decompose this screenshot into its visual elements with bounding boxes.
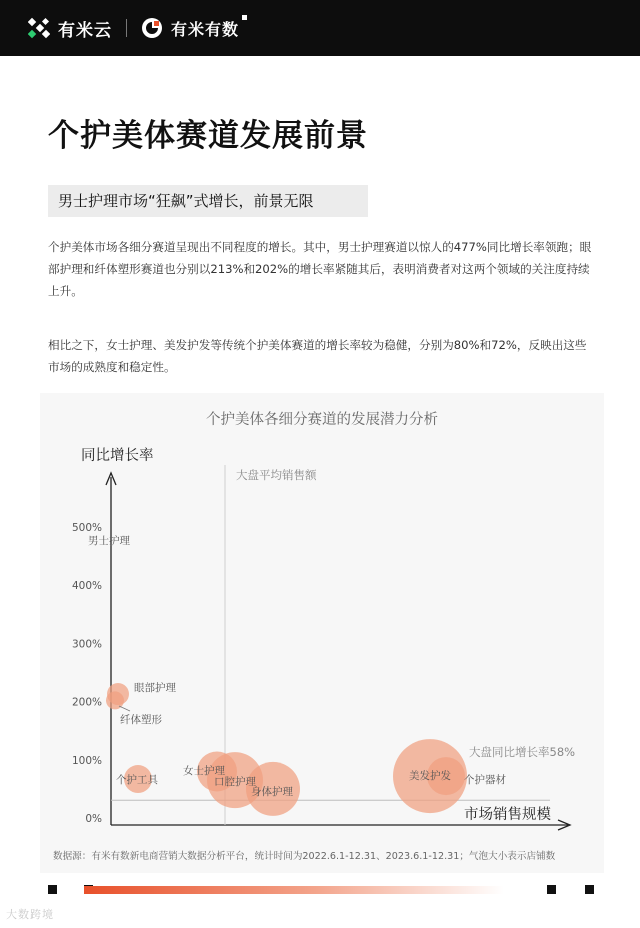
y-tick-4: 400% (71, 580, 102, 593)
label-mens-care: 男士护理 (88, 535, 130, 547)
label-hair-care: 美发护发 (409, 770, 451, 782)
leader-body-shaping (119, 706, 130, 711)
label-eye-care: 眼部护理 (134, 682, 176, 694)
youmi-cloud-logo-icon (28, 17, 50, 39)
brand-divider (126, 19, 127, 37)
section-subtitle: 男士护理市场“狂飙”式增长，前景无限 (48, 185, 368, 217)
y-tick-5: 500% (71, 522, 102, 534)
y-tick-labels (72, 522, 102, 825)
label-body-care: 身体护理 (251, 786, 293, 798)
bubble-chart-panel (40, 393, 604, 873)
brand-youmi-data: 有米有数 (171, 17, 239, 40)
label-womens-care: 女士护理 (183, 765, 225, 777)
y-tick-0: 0% (85, 813, 102, 825)
footer-square-right-2 (585, 885, 594, 894)
label-oral-care: 口腔护理 (214, 776, 256, 788)
avg-sales-reference-label: 大盘平均销售额 (236, 468, 317, 482)
avg-growth-reference-label: 大盘同比增长率58% (469, 745, 576, 759)
watermark-text: 大数跨境 (6, 908, 54, 921)
y-tick-3: 300% (71, 638, 102, 651)
paragraph-2: 相比之下，女士护理、美发护发等传统个护美体赛道的增长率较为稳健，分别为80%和72%，反映出这些市场的成熟度和稳定性。 (48, 338, 587, 374)
footer-square-right-1 (547, 885, 556, 894)
footer-gradient-bar (84, 886, 504, 894)
label-personal-care-tools: 个护工具 (116, 774, 158, 786)
bubble-chart (40, 393, 604, 873)
y-tick-2: 200% (71, 696, 102, 709)
label-personal-care-devices: 个护器材 (464, 774, 506, 786)
top-brand-bar (0, 0, 640, 56)
chart-source-note: 数据源：有米有数新电商营销大数据分析平台，统计时间为2022.6.1-12.31、2023.6.1-12.31；气泡大小表示店铺数 (53, 851, 556, 862)
brand-youmi-cloud: 有米云 (58, 20, 112, 41)
page-title: 个护美体赛道发展前景 (48, 118, 368, 154)
paragraph-1: 个护美体市场各细分赛道呈现出不同程度的增长。其中，男士护理赛道以惊人的477%同比增长率领跑；眼部护理和纤体塑形赛道也分别以213%和202%的增长率紧随其后，表明消费者对这两个领域的关注度持续上升。 (48, 240, 592, 298)
footer-square-left (48, 885, 57, 894)
chart-title: 个护美体各细分赛道的发展潜力分析 (206, 412, 438, 428)
x-axis-label: 市场销售规模 (464, 807, 551, 823)
y-axis-label: 同比增长率 (81, 448, 154, 464)
y-tick-1: 100% (71, 754, 102, 767)
label-body-shaping: 纤体塑形 (120, 714, 162, 726)
youmi-data-logo-icon (141, 17, 163, 39)
